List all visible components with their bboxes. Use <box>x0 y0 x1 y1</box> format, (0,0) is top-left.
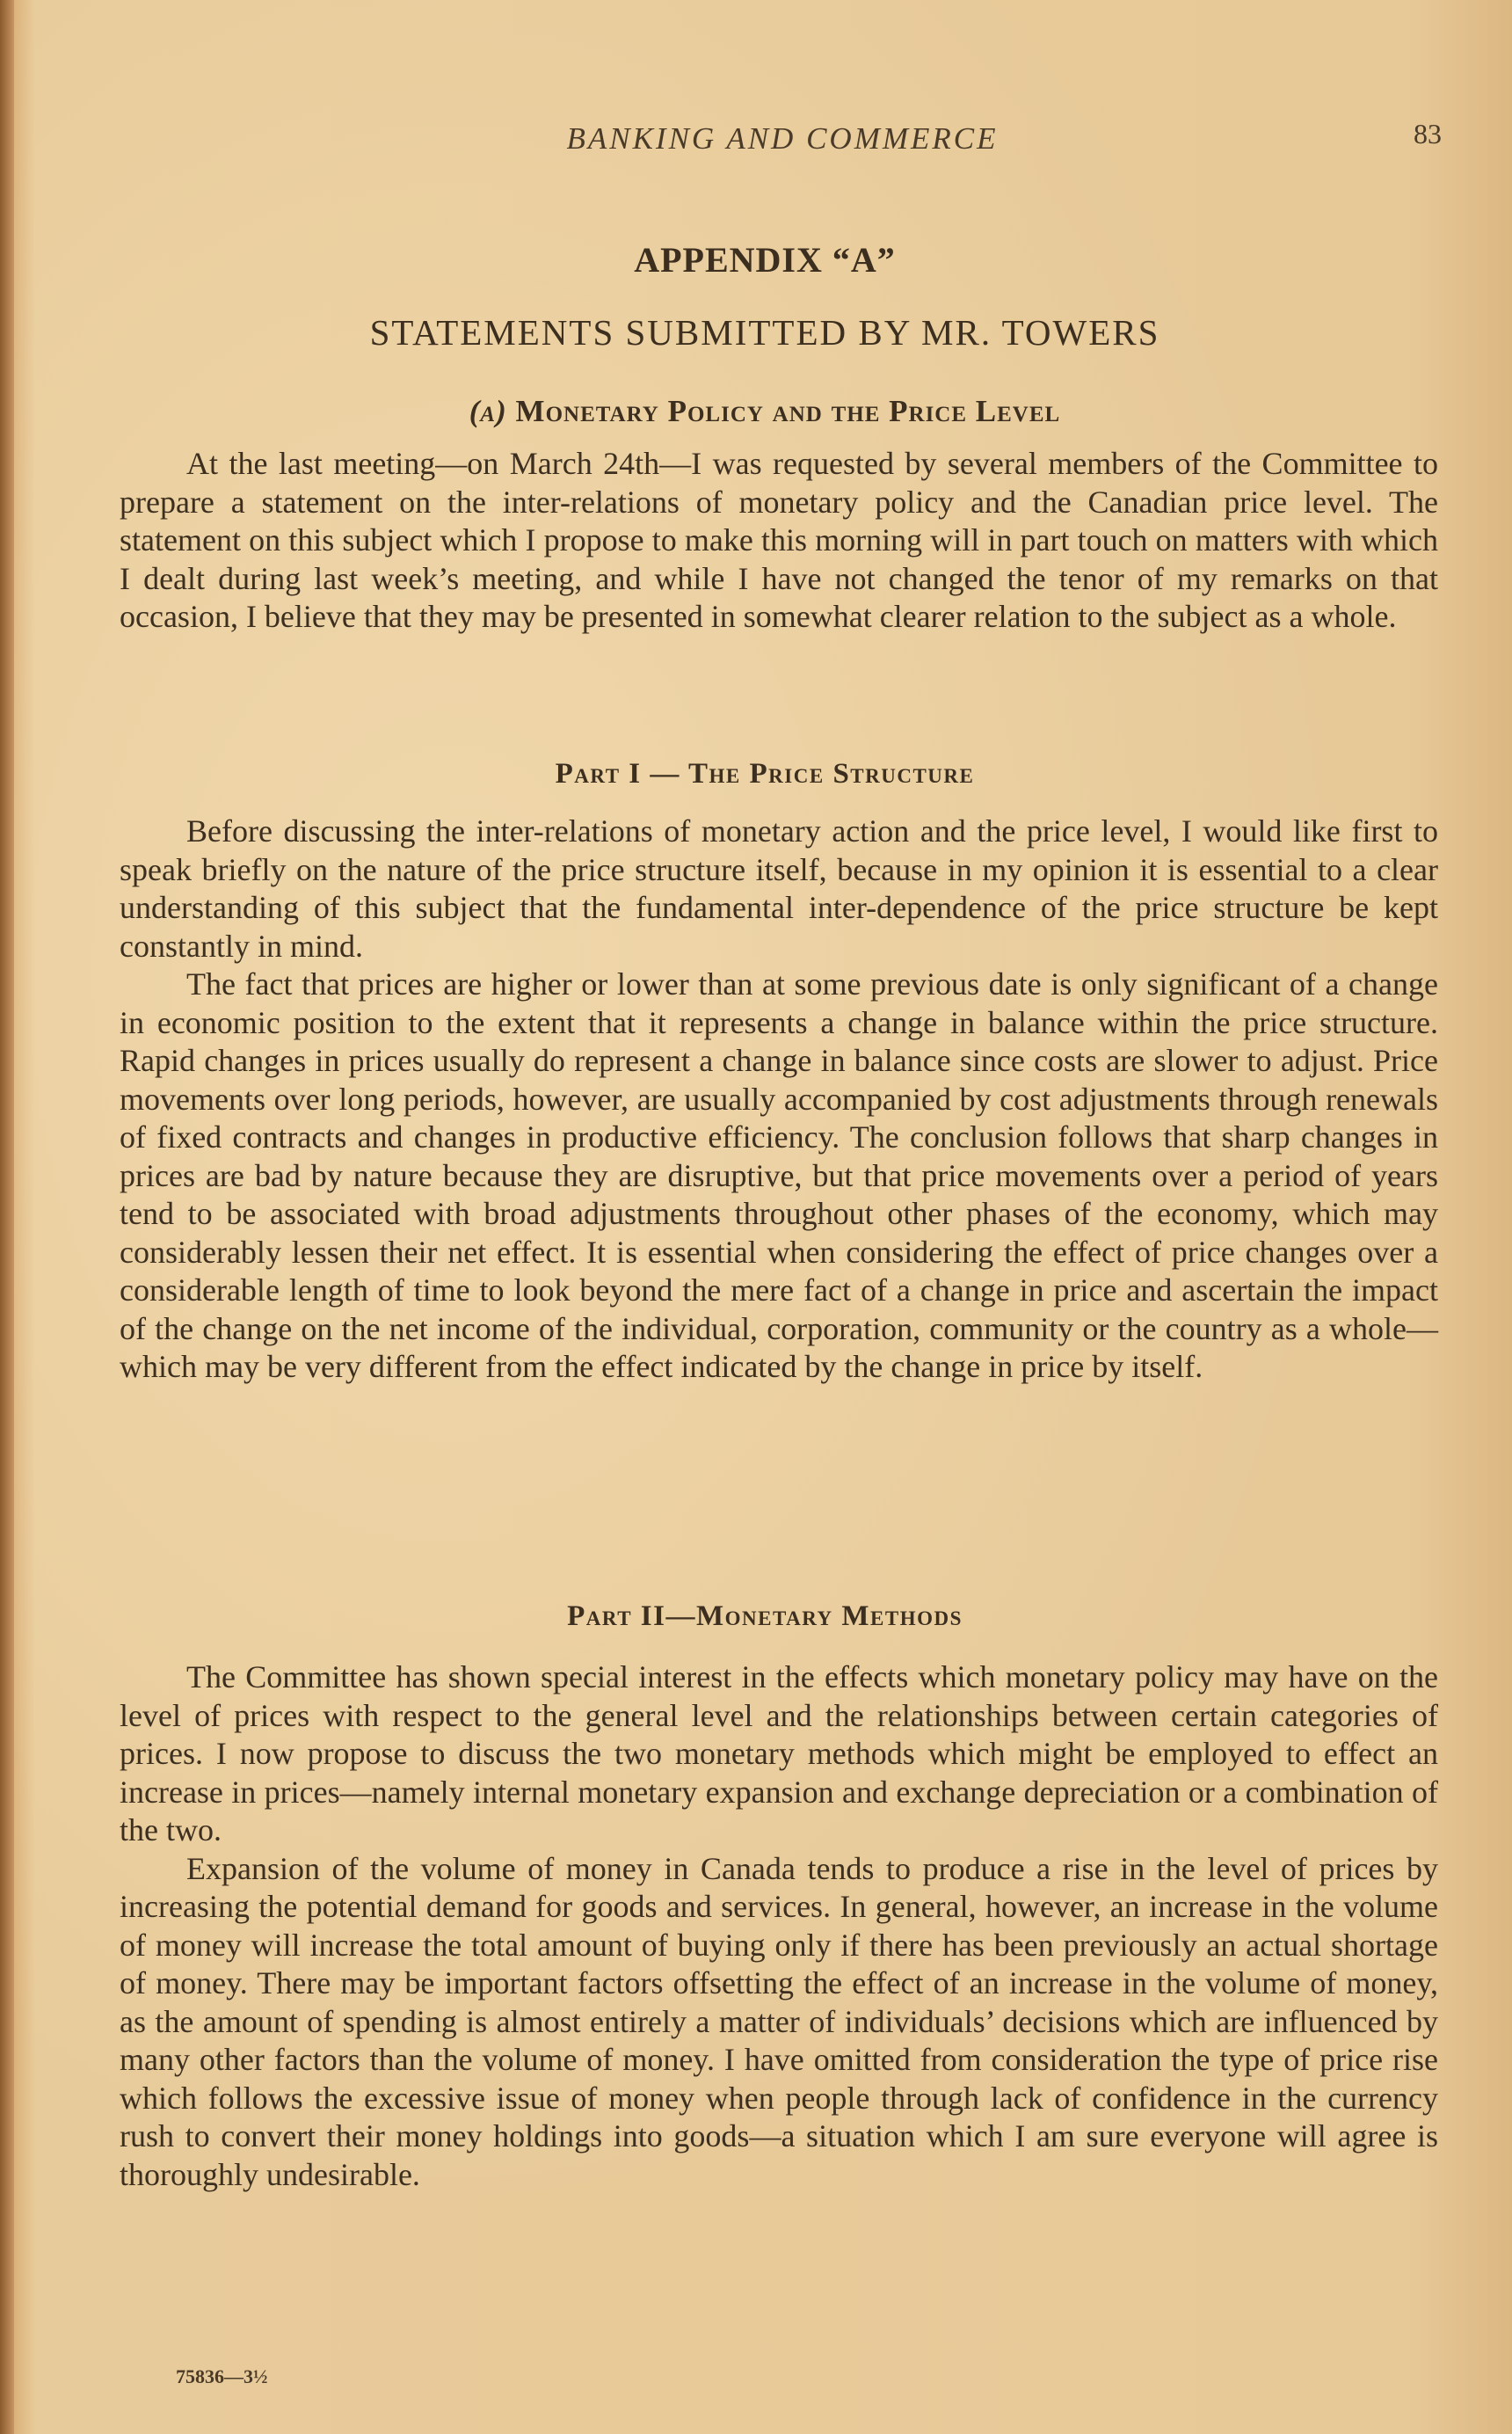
paragraph: The fact that prices are higher or lower than at some previous date is only significant of a change in economic position to the extent that it represents a change in balance within the price structure. Rapid changes in prices usually do represent a change in balance since costs are slower to adjust. Price movements over long periods, however, are usually accompanied by cost adjustments through renewals of fixed contracts and changes in productive efficiency. The conclusion follows that sharp changes in prices are bad by nature because they are disruptive, but that price movements over a period of years tend to be associated with broad adjustments throughout other phases of the economy, which may considerably lessen their net effect. It is essential when considering the effect of price changes over a considerable length of time to look beyond the mere fact of a change in price and ascertain the impact of the change on the net income of the individual, corporation, community or the country as a whole—which may be very different from the effect indicated by the change in price by itself. <box>120 966 1438 1384</box>
page-header <box>123 118 1442 165</box>
appendix-title: APPENDIX “A” <box>634 240 896 280</box>
part1-section <box>120 813 1438 1387</box>
statements-title: STATEMENTS SUBMITTED BY MR. TOWERS <box>369 312 1160 353</box>
paragraph: Before discussing the inter-relations of monetary action and the price level, I would like first to speak briefly on the nature of the price structure itself, because in my opinion it is essential to a clear understanding of this subject that the fundamental inter-dependence of the price structure be kept constantly in mind. <box>120 813 1438 964</box>
paragraph: Expansion of the volume of money in Canada tends to produce a rise in the level of prices by increasing the potential demand for goods and services. In general, however, an increase in the volume of money will increase the total amount of buying only if there has been previously an actual shortage of money. There may be important factors offsetting the effect of an increase in the volume of money, as the amount of spending is almost entirely a matter of individuals’ decisions which are influenced by many other factors than the volume of money. I have omitted from consideration the type of price rise which follows the excessive issue of money when people through lack of confidence in the currency rush to convert their money holdings into goods—a situation which I am sure everyone will agree is thoroughly undesirable. <box>120 1850 1438 2192</box>
intro-section <box>120 445 1438 637</box>
subtitle-text: Monetary Policy and the Price Level <box>515 394 1061 428</box>
paragraph: At the last meeting—on March 24th—I was requested by several members of the Committee to prepare a statement on the inter-relations of monetary policy and the Canadian price level. The statement on this subject which I propose to make this morning will in part touch on matters with which I dealt during last week’s meeting, and while I have not changed the tenor of my remarks on that occasion, I believe that they may be presented in somewhat clearer relation to the subject as a whole. <box>120 446 1438 634</box>
part2-section <box>120 1658 1438 2194</box>
page-number: 83 <box>1414 118 1442 149</box>
running-head: BANKING AND COMMERCE <box>566 121 999 156</box>
section-subtitle <box>123 394 1407 429</box>
subtitle-label: (a) <box>469 394 507 428</box>
page-spine-shadow <box>0 0 14 2434</box>
part2-heading: Part II—Monetary Methods <box>567 1600 963 1632</box>
signature-mark: 75836—3½ <box>176 2365 268 2387</box>
paragraph: The Committee has shown special interest in the effects which monetary policy may have on the level of prices with respect to the general level and the relationships between certain categories of prices. I now propose to discuss the two monetary methods which might be employed to effect an increase in prices—namely internal monetary expansion and exchange depreciation or a combination of the two. <box>120 1659 1438 1847</box>
part1-heading: Part I — The Price Structure <box>555 758 975 790</box>
